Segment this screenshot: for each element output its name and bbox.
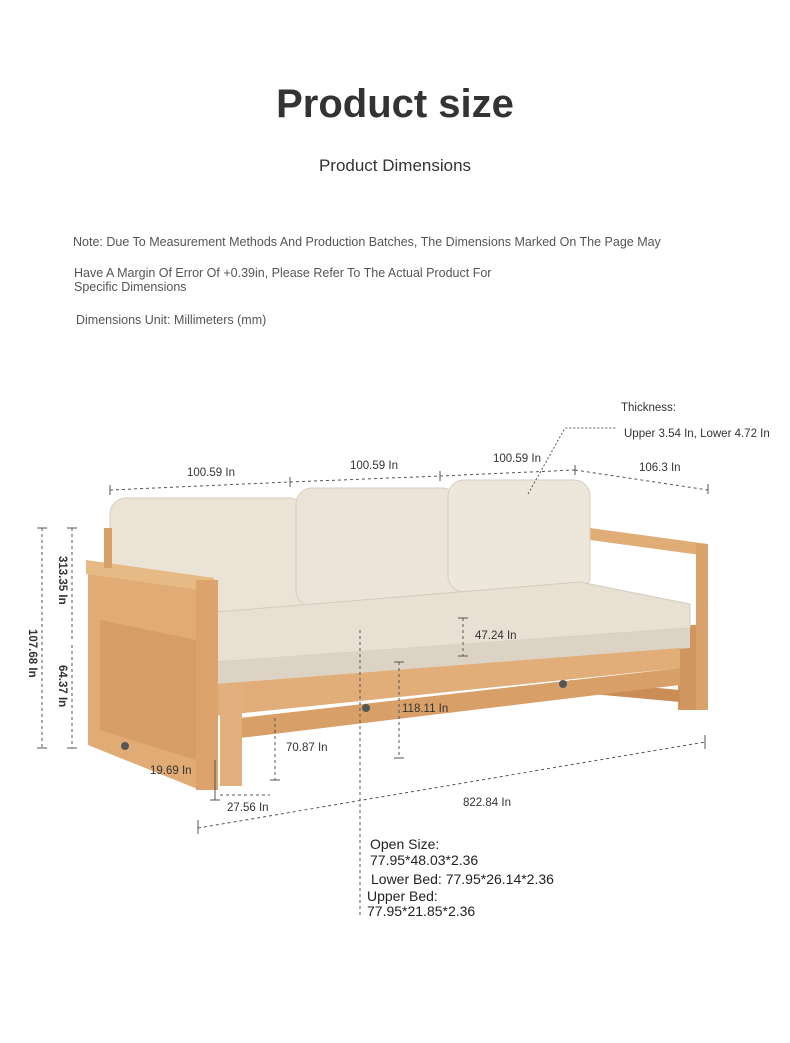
caster-right: [559, 680, 567, 688]
lower-bed-size: Lower Bed: 77.95*26.14*2.36: [371, 871, 554, 887]
back-cushion-center: [296, 488, 458, 606]
back-width-center-label: 100.59 In: [350, 460, 398, 472]
leg-clearance-label: 19.69 In: [150, 765, 192, 777]
front-leg-block: [220, 684, 242, 786]
left-front-post: [196, 580, 218, 790]
caster-mid: [362, 704, 370, 712]
back-height-label: 313.35 In: [56, 556, 68, 605]
note-line-3: Specific Dimensions: [74, 280, 187, 294]
thickness-label: Thickness:: [621, 402, 676, 414]
caster-left: [121, 742, 129, 750]
note-line-1: Note: Due To Measurement Methods And Production Batches, The Dimensions Marked On The Page May: [73, 235, 661, 249]
arm-width-label: 27.56 In: [227, 802, 269, 814]
left-back-post: [104, 528, 112, 568]
frame-height-label: 118.11 In: [402, 703, 449, 715]
page-subtitle: Product Dimensions: [318, 156, 472, 175]
cushion-thickness-label: 47.24 In: [475, 630, 517, 642]
back-width-left-label: 100.59 In: [187, 467, 235, 479]
total-height-label: 107.68 In: [26, 629, 38, 678]
depth-label: 106.3 In: [639, 462, 681, 474]
seat-height-label: 64.37 In: [56, 665, 68, 708]
sofa-illustration: [86, 480, 708, 790]
back-cushion-right: [448, 480, 590, 592]
right-armrest-top: [590, 528, 708, 556]
leg-height-label: 70.87 In: [286, 742, 328, 754]
back-width-right-label: 100.59 In: [493, 453, 541, 465]
right-arm-post: [696, 544, 708, 710]
open-size-value: 77.95*48.03*2.36: [370, 852, 479, 868]
unit-note: Dimensions Unit: Millimeters (mm): [76, 313, 267, 327]
thickness-value: Upper 3.54 In, Lower 4.72 In: [624, 428, 770, 440]
upper-bed-label: Upper Bed:: [367, 888, 438, 904]
note-line-2: Have A Margin Of Error Of +0.39in, Please Refer To The Actual Product For: [74, 266, 492, 280]
total-length-label: 822.84 In: [463, 797, 511, 809]
open-size-label: Open Size:: [370, 836, 440, 852]
upper-bed-value: 77.95*21.85*2.36: [367, 903, 476, 919]
page-title: Product size: [276, 82, 514, 126]
